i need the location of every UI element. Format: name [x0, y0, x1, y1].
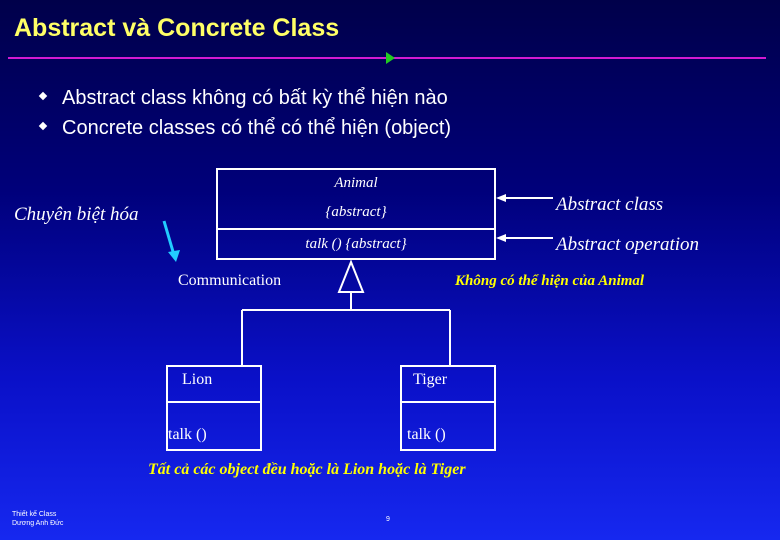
bullet-item: [40, 117, 451, 140]
bullet-text: Concrete classes có thể có thể hiện (object): [62, 117, 452, 139]
footer-line-2: Dương Anh Đức: [12, 520, 64, 527]
tiger-class-name: Tiger: [413, 371, 448, 388]
tiger-operation: talk (): [407, 426, 446, 443]
footer-line-1: Thiết kế Class: [12, 511, 57, 518]
abstract-class-label: Abstract class: [556, 194, 664, 215]
bullet-diamond-icon: [39, 91, 47, 99]
divider-arrow-icon: [386, 52, 395, 64]
lion-compartment-divider: [166, 401, 262, 403]
abstract-class-arrowhead-icon: [496, 194, 506, 202]
slide-title: Abstract và Concrete Class: [14, 14, 340, 42]
animal-operation: talk () {abstract}: [305, 236, 407, 252]
specialization-arrowhead-icon: [168, 250, 180, 262]
lion-class-name: Lion: [182, 371, 213, 388]
no-instance-label: Không có thể hiện của Animal: [455, 273, 645, 289]
animal-class-name: Animal: [334, 175, 378, 191]
bullet-diamond-icon: [39, 121, 47, 129]
abstract-operation-label: Abstract operation: [556, 234, 700, 255]
tiger-compartment-divider: [400, 401, 496, 403]
specialization-label: Chuyên biệt hóa: [14, 204, 139, 225]
footer-credit: [12, 510, 63, 528]
animal-stereotype: {abstract}: [325, 204, 387, 220]
conclusion-text: Tất cả các object đều hoặc là Lion hoặc là Tiger: [148, 461, 466, 478]
page-number: 9: [386, 516, 390, 523]
communication-label: Communication: [178, 272, 282, 289]
lion-operation: talk (): [168, 426, 207, 443]
bullet-item: [40, 87, 448, 110]
generalization-connector: [230, 258, 470, 378]
specialization-arrow: [164, 221, 174, 255]
abstract-operation-arrowhead-icon: [496, 234, 506, 242]
generalization-triangle-icon: [339, 262, 363, 292]
bullet-text: Abstract class không có bất kỳ thể hiện nào: [62, 87, 448, 109]
